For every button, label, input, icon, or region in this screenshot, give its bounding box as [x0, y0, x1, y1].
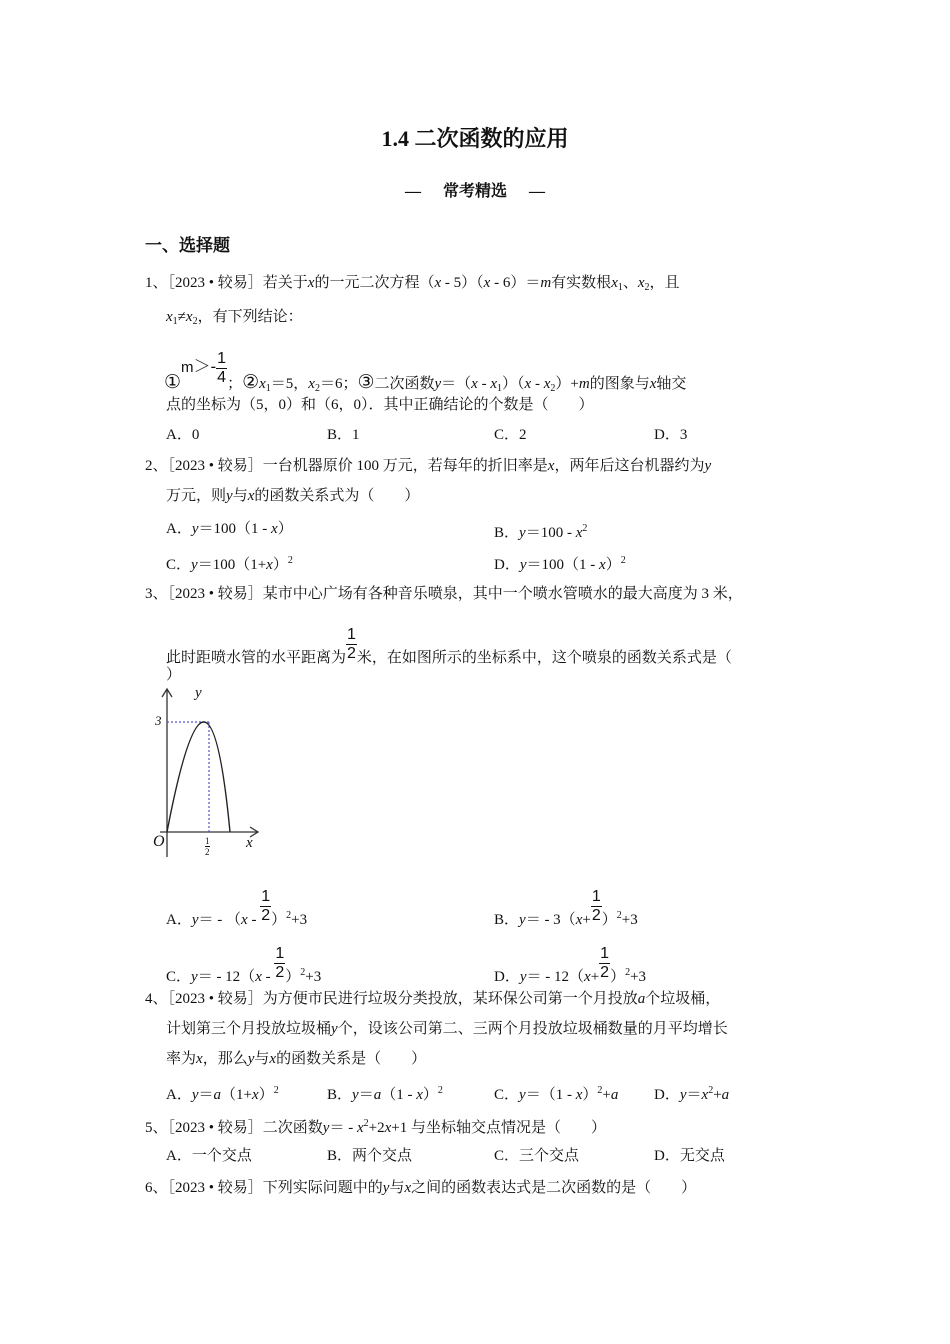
q4-option-d[interactable]: D．$y=x^2+a$ [654, 1085, 730, 1103]
fountain-parabola-graph [153, 685, 268, 870]
question-2-line-2: 万元，则y与x的函数关系式为（ ） [166, 488, 420, 504]
circled-number-2: ② [242, 372, 260, 393]
q1-option-a[interactable]: A．0 [166, 427, 200, 443]
question-3-line-1: 3、［2023 • 较易］某市中心广场有各种音乐喷泉，其中一个喷水管喷水的最大高度为 3 米， [145, 586, 743, 602]
subtitle-dash-right: — [529, 183, 545, 200]
q2-option-c[interactable]: C．$y=100(1+x)^2$ [166, 555, 293, 573]
circled-number-3: ③ [357, 372, 375, 393]
q4-option-a[interactable]: A．$y=a(1+x)^2$ [166, 1085, 279, 1103]
question-2-line-1: 2、［2023 • 较易］一台机器原价 100 万元，若每年的折旧率是x，两年后这台机器约为y [145, 458, 712, 474]
question-number: 1、 [145, 275, 168, 291]
difficulty-tag: ［2023 • 较易］ [167, 991, 263, 1007]
difficulty-tag: ［2023 • 较易］ [167, 275, 263, 291]
difficulty-tag: ［2023 • 较易］ [167, 586, 263, 602]
section-heading: 一、选择题 [145, 236, 230, 255]
q5-option-d[interactable]: D．无交点 [654, 1148, 725, 1164]
question-1-line-4: 点的坐标为（5，0）和（6，0）．其中正确结论的个数是（ ） [166, 397, 594, 413]
q2-option-a[interactable]: A．y＝100（1 - x） [166, 521, 293, 537]
question-1-line-1: 1、［2023 • 较易］若关于x的一元二次方程（x - 5）（x - 6）＝m有实数根$x_1$、$x_2$，且 [145, 275, 680, 293]
question-number: 2、 [145, 458, 168, 474]
question-number: 6、 [145, 1180, 168, 1196]
q3-option-b[interactable]: B．y＝ - 3（x+ $\frac{1}{2}$ ）$^2$+3 [494, 888, 638, 928]
q1-option-b[interactable]: B．1 [327, 427, 360, 443]
question-number: 5、 [145, 1120, 168, 1136]
x-tick-half: 1 2 [205, 836, 210, 857]
q2-option-d[interactable]: D．y＝100（1 - x）$^2$ [494, 555, 626, 573]
question-number: 3、 [145, 586, 168, 602]
subtitle-dash-left: — [404, 183, 421, 200]
question-3-line-3: ） [166, 667, 182, 683]
page-subtitle [0, 178, 950, 201]
difficulty-tag: ［2023 • 较易］ [167, 1120, 263, 1136]
question-1-line-3: ①m＞- $\frac{1}{4}$ ；$②x_1=5$，$x_2=6$；③二次函数$y=(x - x_1)(x - x_2)+m$的图象与x轴交 [164, 350, 687, 394]
y-axis-label: y [195, 685, 202, 701]
question-4-line-1: 4、［2023 • 较易］为方便市民进行垃圾分类投放，某环保公司第一个月投放a个垃圾桶， [145, 991, 721, 1007]
question-6-line-1: 6、［2023 • 较易］下列实际问题中的y与x之间的函数表达式是二次函数的是（ ） [145, 1180, 697, 1196]
x-axis-label: x [246, 835, 253, 851]
origin-label: O [153, 833, 165, 850]
y-tick-3: 3 [155, 713, 162, 728]
q2-option-b[interactable]: B．$y=100 - x^2$ [494, 523, 588, 541]
question-1-line-2: $x_1\ne x_2$，有下列结论： [166, 309, 303, 327]
q5-option-c[interactable]: C．三个交点 [494, 1148, 580, 1164]
q3-option-a[interactable]: A．y＝ - （x - $\frac{1}{2}$ ）$^2$+3 [166, 888, 308, 928]
page-title: 1.4 二次函数的应用 [381, 126, 569, 151]
question-number: 4、 [145, 991, 168, 1007]
q5-option-b[interactable]: B．两个交点 [327, 1148, 413, 1164]
q4-option-c[interactable]: C．y＝（1 - x）$^2$+a [494, 1085, 619, 1103]
q1-option-c[interactable]: C．2 [494, 427, 527, 443]
subtitle-text: 常考精选 [442, 183, 507, 200]
question-5-line-1: 5、［2023 • 较易］二次函数$y= - x^2+2x+1$ 与坐标轴交点情况是（ ） [145, 1118, 606, 1136]
difficulty-tag: ［2023 • 较易］ [167, 458, 263, 474]
difficulty-tag: ［2023 • 较易］ [167, 1180, 263, 1196]
q5-option-a[interactable]: A．一个交点 [166, 1148, 252, 1164]
question-4-line-2: 计划第三个月投放垃圾桶y个，设该公司第二、三两个月投放垃圾桶数量的月平均增长 [166, 1021, 728, 1037]
question-3-line-2: 此时距喷水管的水平距离为 $\frac{1}{2}$ 米，在如图所示的坐标系中，这个喷泉的函数关系式是（ [166, 626, 732, 666]
q4-option-b[interactable]: B．y＝a（1 - x）$^2$ [327, 1085, 443, 1103]
question-4-line-3: 率为x，那么y与x的函数关系是（ ） [166, 1051, 427, 1067]
q1-option-d[interactable]: D．3 [654, 427, 688, 443]
q3-option-d[interactable]: D．y＝ - 12（x+ $\frac{1}{2}$ ）$^2$+3 [494, 945, 647, 985]
circled-number-1: ① [164, 372, 182, 393]
q3-option-c[interactable]: C．y＝ - 12（x - $\frac{1}{2}$ ）$^2$+3 [166, 945, 322, 985]
